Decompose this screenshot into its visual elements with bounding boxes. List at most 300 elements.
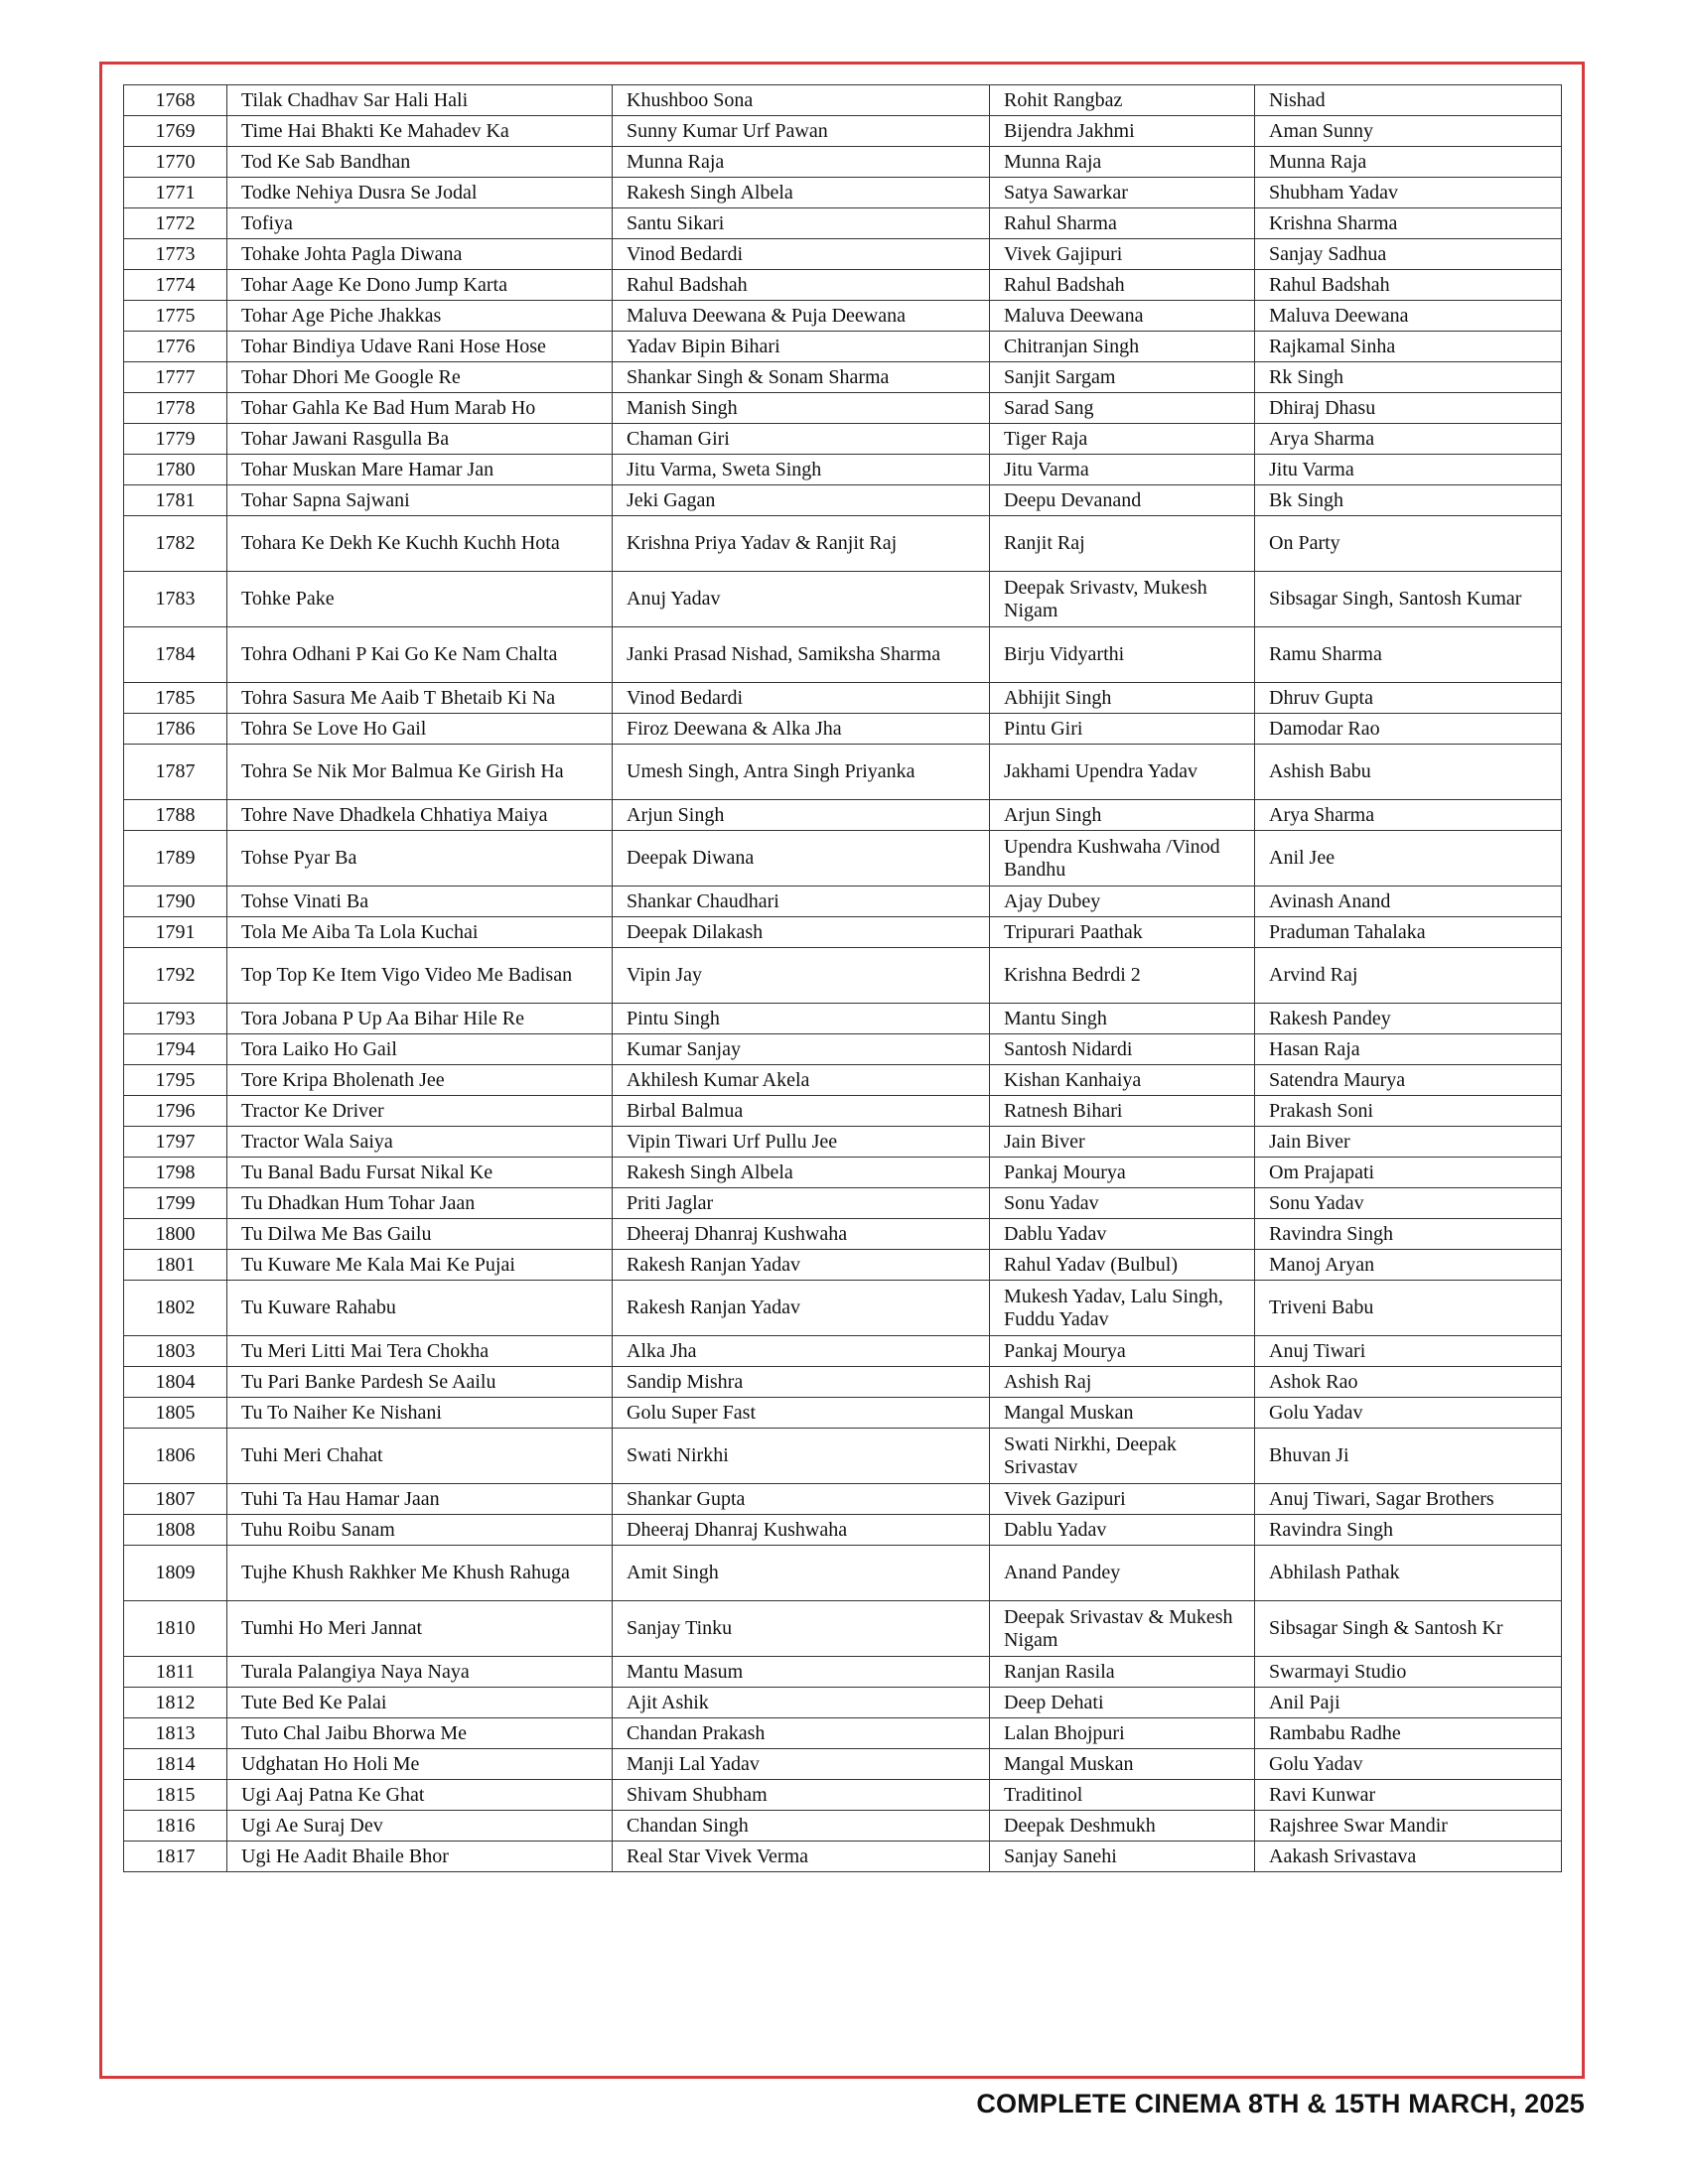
- entry-number-cell: 1782: [124, 516, 227, 572]
- singer-cell: Chandan Singh: [613, 1811, 990, 1842]
- song-title-cell: Tohse Vinati Ba: [227, 887, 613, 917]
- table-row: [124, 362, 1562, 393]
- music-director-cell: Prakash Soni: [1255, 1096, 1562, 1127]
- table-row: [124, 1811, 1562, 1842]
- music-director-cell: Rajkamal Sinha: [1255, 332, 1562, 362]
- song-title-cell: Tohar Aage Ke Dono Jump Karta: [227, 270, 613, 301]
- entry-number-cell: 1800: [124, 1219, 227, 1250]
- singer-cell: Umesh Singh, Antra Singh Priyanka: [613, 745, 990, 800]
- song-title-cell: Ugi Aaj Patna Ke Ghat: [227, 1780, 613, 1811]
- song-title-cell: Udghatan Ho Holi Me: [227, 1749, 613, 1780]
- song-title-cell: Tute Bed Ke Palai: [227, 1688, 613, 1718]
- footer-publication-line: COMPLETE CINEMA 8TH & 15TH MARCH, 2025: [976, 2089, 1585, 2118]
- song-title-cell: Ugi He Aadit Bhaile Bhor: [227, 1842, 613, 1872]
- table-row: [124, 572, 1562, 627]
- table-row: [124, 714, 1562, 745]
- music-director-cell: Abhilash Pathak: [1255, 1546, 1562, 1601]
- singer-cell: Shankar Singh & Sonam Sharma: [613, 362, 990, 393]
- lyricist-cell: Swati Nirkhi, Deepak Srivastav: [990, 1429, 1255, 1484]
- song-title-cell: Tohar Age Piche Jhakkas: [227, 301, 613, 332]
- song-title-cell: Tohar Jawani Rasgulla Ba: [227, 424, 613, 455]
- lyricist-cell: Kishan Kanhaiya: [990, 1065, 1255, 1096]
- entry-number-cell: 1770: [124, 147, 227, 178]
- singer-cell: Vipin Jay: [613, 948, 990, 1004]
- song-title-cell: Tu Dilwa Me Bas Gailu: [227, 1219, 613, 1250]
- table-row: [124, 1429, 1562, 1484]
- singer-cell: Firoz Deewana & Alka Jha: [613, 714, 990, 745]
- table-row: [124, 1842, 1562, 1872]
- singer-cell: Yadav Bipin Bihari: [613, 332, 990, 362]
- entry-number-cell: 1771: [124, 178, 227, 208]
- table-row: [124, 1188, 1562, 1219]
- entry-number-cell: 1788: [124, 800, 227, 831]
- singer-cell: Dheeraj Dhanraj Kushwaha: [613, 1219, 990, 1250]
- singer-cell: Jeki Gagan: [613, 485, 990, 516]
- table-row: [124, 301, 1562, 332]
- song-title-cell: Tuhi Meri Chahat: [227, 1429, 613, 1484]
- singer-cell: Amit Singh: [613, 1546, 990, 1601]
- entry-number-cell: 1809: [124, 1546, 227, 1601]
- entry-number-cell: 1793: [124, 1004, 227, 1034]
- song-title-cell: Tractor Ke Driver: [227, 1096, 613, 1127]
- table-row: [124, 1096, 1562, 1127]
- music-director-cell: Anil Paji: [1255, 1688, 1562, 1718]
- song-title-cell: Tohar Dhori Me Google Re: [227, 362, 613, 393]
- lyricist-cell: Deepak Srivastav & Mukesh Nigam: [990, 1601, 1255, 1657]
- song-title-cell: Tore Kripa Bholenath Jee: [227, 1065, 613, 1096]
- table-row: [124, 1065, 1562, 1096]
- singer-cell: Vinod Bedardi: [613, 683, 990, 714]
- song-title-cell: Tofiya: [227, 208, 613, 239]
- table-row: [124, 424, 1562, 455]
- table-row: [124, 332, 1562, 362]
- entry-number-cell: 1785: [124, 683, 227, 714]
- table-row: [124, 1398, 1562, 1429]
- music-director-cell: Swarmayi Studio: [1255, 1657, 1562, 1688]
- entry-number-cell: 1772: [124, 208, 227, 239]
- lyricist-cell: Deep Dehati: [990, 1688, 1255, 1718]
- singer-cell: Rakesh Singh Albela: [613, 178, 990, 208]
- singer-cell: Janki Prasad Nishad, Samiksha Sharma: [613, 627, 990, 683]
- music-director-cell: Bhuvan Ji: [1255, 1429, 1562, 1484]
- lyricist-cell: Jitu Varma: [990, 455, 1255, 485]
- lyricist-cell: Maluva Deewana: [990, 301, 1255, 332]
- table-row: [124, 1336, 1562, 1367]
- table-row: [124, 1515, 1562, 1546]
- table-row: [124, 1749, 1562, 1780]
- entry-number-cell: 1807: [124, 1484, 227, 1515]
- lyricist-cell: Krishna Bedrdi 2: [990, 948, 1255, 1004]
- singer-cell: Santu Sikari: [613, 208, 990, 239]
- entry-number-cell: 1779: [124, 424, 227, 455]
- entry-number-cell: 1783: [124, 572, 227, 627]
- song-title-cell: Tu Banal Badu Fursat Nikal Ke: [227, 1158, 613, 1188]
- table-row: [124, 917, 1562, 948]
- music-director-cell: Nishad: [1255, 85, 1562, 116]
- song-title-cell: Time Hai Bhakti Ke Mahadev Ka: [227, 116, 613, 147]
- lyricist-cell: Arjun Singh: [990, 800, 1255, 831]
- lyricist-cell: Chitranjan Singh: [990, 332, 1255, 362]
- entry-number-cell: 1775: [124, 301, 227, 332]
- singer-cell: Swati Nirkhi: [613, 1429, 990, 1484]
- music-director-cell: Ramu Sharma: [1255, 627, 1562, 683]
- lyricist-cell: Lalan Bhojpuri: [990, 1718, 1255, 1749]
- music-director-cell: Aman Sunny: [1255, 116, 1562, 147]
- table-row: [124, 270, 1562, 301]
- lyricist-cell: Ashish Raj: [990, 1367, 1255, 1398]
- song-title-cell: Tohke Pake: [227, 572, 613, 627]
- music-director-cell: Maluva Deewana: [1255, 301, 1562, 332]
- singer-cell: Maluva Deewana & Puja Deewana: [613, 301, 990, 332]
- music-director-cell: Rahul Badshah: [1255, 270, 1562, 301]
- table-row: [124, 85, 1562, 116]
- music-director-cell: Manoj Aryan: [1255, 1250, 1562, 1281]
- entry-number-cell: 1808: [124, 1515, 227, 1546]
- table-row: [124, 393, 1562, 424]
- table-row: [124, 1250, 1562, 1281]
- table-row: [124, 116, 1562, 147]
- song-title-cell: Tora Jobana P Up Aa Bihar Hile Re: [227, 1004, 613, 1034]
- singer-cell: Rakesh Ranjan Yadav: [613, 1281, 990, 1336]
- singer-cell: Arjun Singh: [613, 800, 990, 831]
- singer-cell: Birbal Balmua: [613, 1096, 990, 1127]
- song-title-cell: Tola Me Aiba Ta Lola Kuchai: [227, 917, 613, 948]
- table-row: [124, 627, 1562, 683]
- lyricist-cell: Satya Sawarkar: [990, 178, 1255, 208]
- entry-number-cell: 1794: [124, 1034, 227, 1065]
- table-row: [124, 1158, 1562, 1188]
- music-director-cell: Ravindra Singh: [1255, 1515, 1562, 1546]
- music-director-cell: Rajshree Swar Mandir: [1255, 1811, 1562, 1842]
- table-row: [124, 800, 1562, 831]
- music-director-cell: Ashok Rao: [1255, 1367, 1562, 1398]
- table-row: [124, 516, 1562, 572]
- singer-cell: Shankar Gupta: [613, 1484, 990, 1515]
- singer-cell: Munna Raja: [613, 147, 990, 178]
- table-row: [124, 1004, 1562, 1034]
- table-row: [124, 1688, 1562, 1718]
- entry-number-cell: 1781: [124, 485, 227, 516]
- singer-cell: Akhilesh Kumar Akela: [613, 1065, 990, 1096]
- song-title-cell: Ugi Ae Suraj Dev: [227, 1811, 613, 1842]
- singer-cell: Sandip Mishra: [613, 1367, 990, 1398]
- singer-cell: Vinod Bedardi: [613, 239, 990, 270]
- singer-cell: Vipin Tiwari Urf Pullu Jee: [613, 1127, 990, 1158]
- entry-number-cell: 1774: [124, 270, 227, 301]
- entry-number-cell: 1803: [124, 1336, 227, 1367]
- singer-cell: Pintu Singh: [613, 1004, 990, 1034]
- music-director-cell: Sonu Yadav: [1255, 1188, 1562, 1219]
- lyricist-cell: Mukesh Yadav, Lalu Singh, Fuddu Yadav: [990, 1281, 1255, 1336]
- lyricist-cell: Mantu Singh: [990, 1004, 1255, 1034]
- lyricist-cell: Traditinol: [990, 1780, 1255, 1811]
- lyricist-cell: Sanjay Sanehi: [990, 1842, 1255, 1872]
- lyricist-cell: Sonu Yadav: [990, 1188, 1255, 1219]
- music-director-cell: Jitu Varma: [1255, 455, 1562, 485]
- music-director-cell: Triveni Babu: [1255, 1281, 1562, 1336]
- table-row: [124, 1484, 1562, 1515]
- lyricist-cell: Rahul Yadav (Bulbul): [990, 1250, 1255, 1281]
- music-director-cell: Golu Yadav: [1255, 1398, 1562, 1429]
- song-title-cell: Tu Kuware Rahabu: [227, 1281, 613, 1336]
- song-title-cell: Tu Dhadkan Hum Tohar Jaan: [227, 1188, 613, 1219]
- entry-number-cell: 1804: [124, 1367, 227, 1398]
- entry-number-cell: 1817: [124, 1842, 227, 1872]
- entry-number-cell: 1773: [124, 239, 227, 270]
- music-director-cell: Ravi Kunwar: [1255, 1780, 1562, 1811]
- singer-cell: Golu Super Fast: [613, 1398, 990, 1429]
- lyricist-cell: Mangal Muskan: [990, 1749, 1255, 1780]
- music-director-cell: Ravindra Singh: [1255, 1219, 1562, 1250]
- music-director-cell: Anil Jee: [1255, 831, 1562, 887]
- entry-number-cell: 1812: [124, 1688, 227, 1718]
- entry-number-cell: 1797: [124, 1127, 227, 1158]
- singer-cell: Kumar Sanjay: [613, 1034, 990, 1065]
- lyricist-cell: Deepak Srivastv, Mukesh Nigam: [990, 572, 1255, 627]
- entry-number-cell: 1780: [124, 455, 227, 485]
- lyricist-cell: Tiger Raja: [990, 424, 1255, 455]
- song-title-cell: Turala Palangiya Naya Naya: [227, 1657, 613, 1688]
- song-title-cell: Tu Meri Litti Mai Tera Chokha: [227, 1336, 613, 1367]
- entry-number-cell: 1778: [124, 393, 227, 424]
- table-row: [124, 239, 1562, 270]
- song-title-cell: Tohra Se Nik Mor Balmua Ke Girish Ha: [227, 745, 613, 800]
- singer-cell: Sanjay Tinku: [613, 1601, 990, 1657]
- music-director-cell: Rambabu Radhe: [1255, 1718, 1562, 1749]
- singer-cell: Chandan Prakash: [613, 1718, 990, 1749]
- singer-cell: Dheeraj Dhanraj Kushwaha: [613, 1515, 990, 1546]
- singer-cell: Alka Jha: [613, 1336, 990, 1367]
- song-title-cell: Tohar Gahla Ke Bad Hum Marab Ho: [227, 393, 613, 424]
- music-director-cell: On Party: [1255, 516, 1562, 572]
- entry-number-cell: 1811: [124, 1657, 227, 1688]
- entry-number-cell: 1799: [124, 1188, 227, 1219]
- entry-number-cell: 1806: [124, 1429, 227, 1484]
- song-title-cell: Tohra Se Love Ho Gail: [227, 714, 613, 745]
- entry-number-cell: 1802: [124, 1281, 227, 1336]
- table-row: [124, 1601, 1562, 1657]
- table-row: [124, 147, 1562, 178]
- lyricist-cell: Sanjit Sargam: [990, 362, 1255, 393]
- singer-cell: Shivam Shubham: [613, 1780, 990, 1811]
- table-row: [124, 208, 1562, 239]
- song-title-cell: Tractor Wala Saiya: [227, 1127, 613, 1158]
- song-title-cell: Top Top Ke Item Vigo Video Me Badisan: [227, 948, 613, 1004]
- lyricist-cell: Rahul Sharma: [990, 208, 1255, 239]
- song-title-cell: Tu To Naiher Ke Nishani: [227, 1398, 613, 1429]
- music-director-cell: Dhiraj Dhasu: [1255, 393, 1562, 424]
- table-row: [124, 683, 1562, 714]
- song-title-cell: Tilak Chadhav Sar Hali Hali: [227, 85, 613, 116]
- song-table-body: [124, 85, 1562, 1872]
- song-title-cell: Tohse Pyar Ba: [227, 831, 613, 887]
- singer-cell: Rahul Badshah: [613, 270, 990, 301]
- lyricist-cell: Deepak Deshmukh: [990, 1811, 1255, 1842]
- music-director-cell: Shubham Yadav: [1255, 178, 1562, 208]
- song-title-cell: Tuhi Ta Hau Hamar Jaan: [227, 1484, 613, 1515]
- table-row: [124, 1780, 1562, 1811]
- music-director-cell: Sanjay Sadhua: [1255, 239, 1562, 270]
- singer-cell: Chaman Giri: [613, 424, 990, 455]
- singer-cell: Khushboo Sona: [613, 85, 990, 116]
- music-director-cell: Avinash Anand: [1255, 887, 1562, 917]
- lyricist-cell: Anand Pandey: [990, 1546, 1255, 1601]
- entry-number-cell: 1816: [124, 1811, 227, 1842]
- table-row: [124, 948, 1562, 1004]
- singer-cell: Rakesh Singh Albela: [613, 1158, 990, 1188]
- lyricist-cell: Dablu Yadav: [990, 1515, 1255, 1546]
- lyricist-cell: Santosh Nidardi: [990, 1034, 1255, 1065]
- song-title-cell: Tu Kuware Me Kala Mai Ke Pujai: [227, 1250, 613, 1281]
- entry-number-cell: 1813: [124, 1718, 227, 1749]
- singer-cell: Anuj Yadav: [613, 572, 990, 627]
- entry-number-cell: 1776: [124, 332, 227, 362]
- entry-number-cell: 1787: [124, 745, 227, 800]
- lyricist-cell: Upendra Kushwaha /Vinod Bandhu: [990, 831, 1255, 887]
- song-title-cell: Tod Ke Sab Bandhan: [227, 147, 613, 178]
- song-title-cell: Tohre Nave Dhadkela Chhatiya Maiya: [227, 800, 613, 831]
- music-director-cell: Arvind Raj: [1255, 948, 1562, 1004]
- music-director-cell: Arya Sharma: [1255, 800, 1562, 831]
- lyricist-cell: Sarad Sang: [990, 393, 1255, 424]
- entry-number-cell: 1814: [124, 1749, 227, 1780]
- singer-cell: Deepak Diwana: [613, 831, 990, 887]
- singer-cell: Ajit Ashik: [613, 1688, 990, 1718]
- music-director-cell: Satendra Maurya: [1255, 1065, 1562, 1096]
- music-director-cell: Munna Raja: [1255, 147, 1562, 178]
- entry-number-cell: 1801: [124, 1250, 227, 1281]
- singer-cell: Shankar Chaudhari: [613, 887, 990, 917]
- music-director-cell: Dhruv Gupta: [1255, 683, 1562, 714]
- music-director-cell: Bk Singh: [1255, 485, 1562, 516]
- entry-number-cell: 1795: [124, 1065, 227, 1096]
- singer-cell: Sunny Kumar Urf Pawan: [613, 116, 990, 147]
- lyricist-cell: Vivek Gajipuri: [990, 239, 1255, 270]
- song-title-cell: Tumhi Ho Meri Jannat: [227, 1601, 613, 1657]
- lyricist-cell: Pintu Giri: [990, 714, 1255, 745]
- lyricist-cell: Dablu Yadav: [990, 1219, 1255, 1250]
- music-director-cell: Anuj Tiwari: [1255, 1336, 1562, 1367]
- singer-cell: Real Star Vivek Verma: [613, 1842, 990, 1872]
- table-row: [124, 455, 1562, 485]
- entry-number-cell: 1792: [124, 948, 227, 1004]
- lyricist-cell: Ranjit Raj: [990, 516, 1255, 572]
- music-director-cell: Sibsagar Singh & Santosh Kr: [1255, 1601, 1562, 1657]
- entry-number-cell: 1768: [124, 85, 227, 116]
- lyricist-cell: Pankaj Mourya: [990, 1336, 1255, 1367]
- lyricist-cell: Jakhami Upendra Yadav: [990, 745, 1255, 800]
- music-director-cell: Aakash Srivastava: [1255, 1842, 1562, 1872]
- music-director-cell: Krishna Sharma: [1255, 208, 1562, 239]
- music-director-cell: Jain Biver: [1255, 1127, 1562, 1158]
- song-title-cell: Tohra Odhani P Kai Go Ke Nam Chalta: [227, 627, 613, 683]
- song-title-cell: Tohar Bindiya Udave Rani Hose Hose: [227, 332, 613, 362]
- lyricist-cell: Bijendra Jakhmi: [990, 116, 1255, 147]
- music-director-cell: Rk Singh: [1255, 362, 1562, 393]
- lyricist-cell: Birju Vidyarthi: [990, 627, 1255, 683]
- music-director-cell: Hasan Raja: [1255, 1034, 1562, 1065]
- singer-cell: Manji Lal Yadav: [613, 1749, 990, 1780]
- table-row: [124, 1034, 1562, 1065]
- lyricist-cell: Rohit Rangbaz: [990, 85, 1255, 116]
- music-director-cell: Arya Sharma: [1255, 424, 1562, 455]
- entry-number-cell: 1769: [124, 116, 227, 147]
- song-title-cell: Tohar Sapna Sajwani: [227, 485, 613, 516]
- lyricist-cell: Tripurari Paathak: [990, 917, 1255, 948]
- entry-number-cell: 1777: [124, 362, 227, 393]
- table-row: [124, 1657, 1562, 1688]
- song-title-cell: Tuhu Roibu Sanam: [227, 1515, 613, 1546]
- music-director-cell: Om Prajapati: [1255, 1158, 1562, 1188]
- song-title-cell: Tu Pari Banke Pardesh Se Aailu: [227, 1367, 613, 1398]
- entry-number-cell: 1790: [124, 887, 227, 917]
- table-row: [124, 1546, 1562, 1601]
- entry-number-cell: 1796: [124, 1096, 227, 1127]
- entry-number-cell: 1789: [124, 831, 227, 887]
- lyricist-cell: Munna Raja: [990, 147, 1255, 178]
- table-row: [124, 1367, 1562, 1398]
- table-row: [124, 178, 1562, 208]
- table-row: [124, 1281, 1562, 1336]
- lyricist-cell: Ajay Dubey: [990, 887, 1255, 917]
- lyricist-cell: Deepu Devanand: [990, 485, 1255, 516]
- music-director-cell: Sibsagar Singh, Santosh Kumar: [1255, 572, 1562, 627]
- table-row: [124, 485, 1562, 516]
- entry-number-cell: 1810: [124, 1601, 227, 1657]
- lyricist-cell: Pankaj Mourya: [990, 1158, 1255, 1188]
- song-title-cell: Tohra Sasura Me Aaib T Bhetaib Ki Na: [227, 683, 613, 714]
- entry-number-cell: 1805: [124, 1398, 227, 1429]
- entry-number-cell: 1784: [124, 627, 227, 683]
- lyricist-cell: Jain Biver: [990, 1127, 1255, 1158]
- singer-cell: Krishna Priya Yadav & Ranjit Raj: [613, 516, 990, 572]
- lyricist-cell: Mangal Muskan: [990, 1398, 1255, 1429]
- music-director-cell: Ashish Babu: [1255, 745, 1562, 800]
- entry-number-cell: 1798: [124, 1158, 227, 1188]
- singer-cell: Deepak Dilakash: [613, 917, 990, 948]
- lyricist-cell: Ranjan Rasila: [990, 1657, 1255, 1688]
- singer-cell: Rakesh Ranjan Yadav: [613, 1250, 990, 1281]
- music-director-cell: Rakesh Pandey: [1255, 1004, 1562, 1034]
- music-director-cell: Damodar Rao: [1255, 714, 1562, 745]
- table-row: [124, 887, 1562, 917]
- singer-cell: Priti Jaglar: [613, 1188, 990, 1219]
- table-row: [124, 1219, 1562, 1250]
- singer-cell: Mantu Masum: [613, 1657, 990, 1688]
- lyricist-cell: Abhijit Singh: [990, 683, 1255, 714]
- entry-number-cell: 1786: [124, 714, 227, 745]
- singer-cell: Manish Singh: [613, 393, 990, 424]
- song-table: [123, 84, 1562, 1872]
- song-title-cell: Tohake Johta Pagla Diwana: [227, 239, 613, 270]
- singer-cell: Jitu Varma, Sweta Singh: [613, 455, 990, 485]
- song-title-cell: Todke Nehiya Dusra Se Jodal: [227, 178, 613, 208]
- music-director-cell: Anuj Tiwari, Sagar Brothers: [1255, 1484, 1562, 1515]
- song-title-cell: Tohar Muskan Mare Hamar Jan: [227, 455, 613, 485]
- entry-number-cell: 1791: [124, 917, 227, 948]
- song-title-cell: Tuto Chal Jaibu Bhorwa Me: [227, 1718, 613, 1749]
- music-director-cell: Praduman Tahalaka: [1255, 917, 1562, 948]
- song-title-cell: Tora Laiko Ho Gail: [227, 1034, 613, 1065]
- lyricist-cell: Ratnesh Bihari: [990, 1096, 1255, 1127]
- table-row: [124, 1718, 1562, 1749]
- entry-number-cell: 1815: [124, 1780, 227, 1811]
- lyricist-cell: Rahul Badshah: [990, 270, 1255, 301]
- table-row: [124, 745, 1562, 800]
- lyricist-cell: Vivek Gazipuri: [990, 1484, 1255, 1515]
- music-director-cell: Golu Yadav: [1255, 1749, 1562, 1780]
- song-title-cell: Tujhe Khush Rakhker Me Khush Rahuga: [227, 1546, 613, 1601]
